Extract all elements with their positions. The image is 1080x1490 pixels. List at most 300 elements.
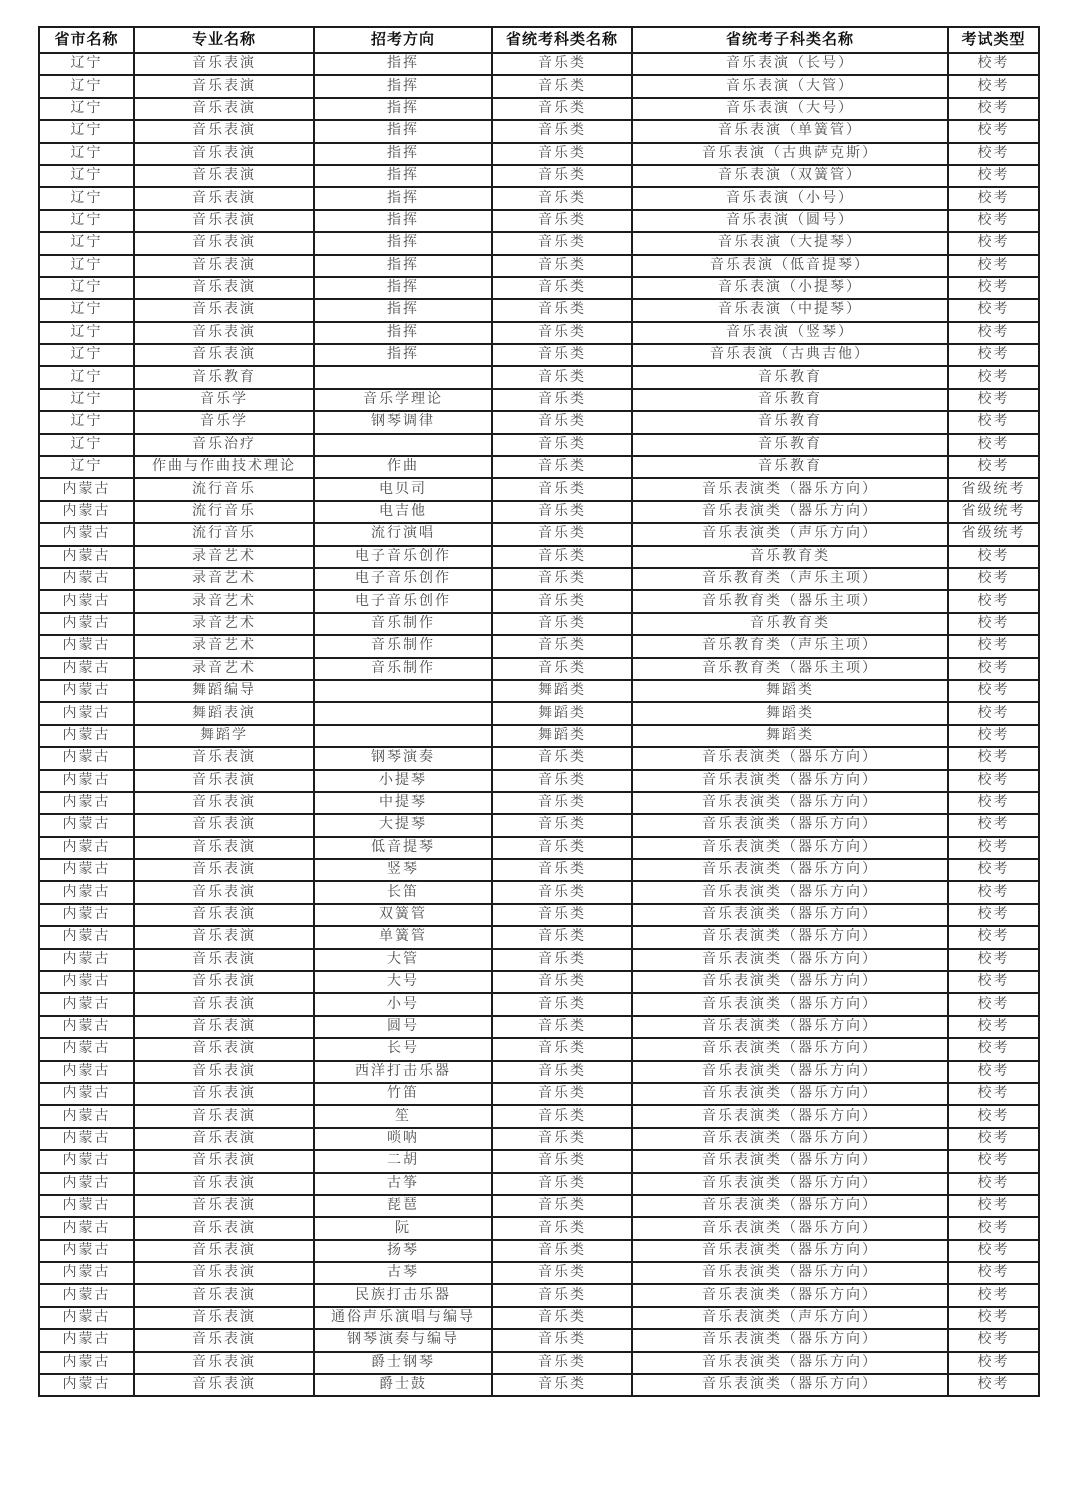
table-cell: 校考 (948, 1105, 1039, 1127)
table-row (39, 366, 1039, 388)
table-row (39, 1038, 1039, 1060)
table-cell: 内蒙古 (39, 501, 134, 523)
table-cell: 辽宁 (39, 187, 134, 209)
table-cell: 音乐类 (492, 75, 632, 97)
table-cell: 校考 (948, 53, 1039, 75)
table-cell: 音乐制作 (314, 635, 492, 657)
table-cell: 长号 (314, 1038, 492, 1060)
table-cell: 内蒙古 (39, 1038, 134, 1060)
table-cell: 电吉他 (314, 501, 492, 523)
table-cell: 舞蹈类 (492, 680, 632, 702)
table-cell: 双簧管 (314, 904, 492, 926)
table-header-row (39, 27, 1039, 53)
table-cell: 音乐类 (492, 255, 632, 277)
table-cell: 音乐表演类（器乐方向） (632, 1195, 948, 1217)
table-cell: 音乐类 (492, 926, 632, 948)
table-cell: 音乐表演（竖琴） (632, 322, 948, 344)
table-row (39, 165, 1039, 187)
table-cell: 辽宁 (39, 255, 134, 277)
table-cell: 音乐教育类 (632, 546, 948, 568)
table-cell: 音乐学 (134, 389, 314, 411)
table-cell: 音乐表演（长号） (632, 53, 948, 75)
table-cell: 音乐表演 (134, 98, 314, 120)
table-cell: 校考 (948, 680, 1039, 702)
table-cell: 音乐表演 (134, 1016, 314, 1038)
table-cell: 校考 (948, 210, 1039, 232)
table-cell: 内蒙古 (39, 478, 134, 500)
table-cell: 音乐表演类（器乐方向） (632, 949, 948, 971)
table-cell: 音乐类 (492, 1105, 632, 1127)
table-cell: 音乐制作 (314, 613, 492, 635)
table-row (39, 389, 1039, 411)
table-cell: 音乐表演类（器乐方向） (632, 1105, 948, 1127)
table-row (39, 187, 1039, 209)
table-cell: 指挥 (314, 277, 492, 299)
table-cell: 唢呐 (314, 1128, 492, 1150)
table-cell: 音乐表演 (134, 1284, 314, 1306)
table-row (39, 411, 1039, 433)
table-cell: 音乐表演类（声乐方向） (632, 523, 948, 545)
table-cell: 音乐类 (492, 232, 632, 254)
table-cell: 笙 (314, 1105, 492, 1127)
table-cell: 辽宁 (39, 98, 134, 120)
table-cell: 舞蹈类 (632, 680, 948, 702)
column-header-province: 省市名称 (39, 27, 134, 53)
table-cell: 校考 (948, 792, 1039, 814)
table-cell: 电子音乐创作 (314, 546, 492, 568)
table-cell: 音乐表演 (134, 859, 314, 881)
table-cell: 音乐表演 (134, 1329, 314, 1351)
table-cell: 校考 (948, 837, 1039, 859)
table-cell: 校考 (948, 993, 1039, 1015)
table-cell: 舞蹈类 (492, 725, 632, 747)
table-cell: 内蒙古 (39, 702, 134, 724)
table-cell: 音乐表演 (134, 53, 314, 75)
table-cell: 音乐类 (492, 187, 632, 209)
table-cell: 内蒙古 (39, 1307, 134, 1329)
column-header-direction: 招考方向 (314, 27, 492, 53)
table-cell: 内蒙古 (39, 1352, 134, 1374)
table-cell: 校考 (948, 389, 1039, 411)
table-cell: 音乐表演（大管） (632, 75, 948, 97)
table-cell: 校考 (948, 949, 1039, 971)
table-cell: 校考 (948, 98, 1039, 120)
table-cell: 校考 (948, 1284, 1039, 1306)
table-row (39, 814, 1039, 836)
table-cell: 音乐类 (492, 993, 632, 1015)
table-cell: 音乐教育类（声乐主项） (632, 568, 948, 590)
table-cell: 校考 (948, 814, 1039, 836)
table-cell: 音乐表演类（器乐方向） (632, 881, 948, 903)
table-cell: 校考 (948, 1374, 1039, 1396)
table-cell: 音乐类 (492, 277, 632, 299)
table-cell: 内蒙古 (39, 881, 134, 903)
table-cell: 校考 (948, 232, 1039, 254)
table-row (39, 613, 1039, 635)
table-row (39, 635, 1039, 657)
table-cell: 校考 (948, 859, 1039, 881)
table-cell: 辽宁 (39, 456, 134, 478)
table-cell: 音乐类 (492, 456, 632, 478)
table-cell: 指挥 (314, 232, 492, 254)
table-cell: 钢琴调律 (314, 411, 492, 433)
table-cell: 校考 (948, 120, 1039, 142)
table-cell: 校考 (948, 434, 1039, 456)
table-cell: 内蒙古 (39, 993, 134, 1015)
table-row (39, 1195, 1039, 1217)
table-cell: 音乐表演类（器乐方向） (632, 971, 948, 993)
table-cell: 音乐类 (492, 949, 632, 971)
table-cell: 音乐类 (492, 904, 632, 926)
table-cell: 音乐教育类（器乐主项） (632, 658, 948, 680)
table-cell: 音乐表演 (134, 1240, 314, 1262)
table-cell: 音乐表演 (134, 1061, 314, 1083)
table-row (39, 1083, 1039, 1105)
table-cell: 音乐表演 (134, 881, 314, 903)
table-cell: 内蒙古 (39, 971, 134, 993)
table-cell: 音乐教育类（器乐主项） (632, 590, 948, 612)
table-cell: 音乐表演类（声乐方向） (632, 1307, 948, 1329)
table-cell: 音乐表演类（器乐方向） (632, 859, 948, 881)
table-cell: 指挥 (314, 299, 492, 321)
table-row (39, 993, 1039, 1015)
table-row (39, 949, 1039, 971)
table-cell: 音乐表演类（器乐方向） (632, 926, 948, 948)
table-cell: 音乐表演类（器乐方向） (632, 1240, 948, 1262)
table-cell: 音乐类 (492, 1374, 632, 1396)
table-cell: 录音艺术 (134, 613, 314, 635)
table-cell: 音乐表演 (134, 747, 314, 769)
table-cell: 音乐类 (492, 546, 632, 568)
table-cell: 辽宁 (39, 389, 134, 411)
table-cell: 音乐表演 (134, 1217, 314, 1239)
table-row (39, 904, 1039, 926)
table-cell: 音乐类 (492, 859, 632, 881)
table-cell: 音乐表演 (134, 1262, 314, 1284)
table-page (38, 26, 1042, 1397)
table-cell: 内蒙古 (39, 1374, 134, 1396)
table-cell: 音乐类 (492, 1150, 632, 1172)
table-cell: 音乐教育 (632, 456, 948, 478)
table-cell: 音乐类 (492, 120, 632, 142)
table-row (39, 120, 1039, 142)
table-row (39, 501, 1039, 523)
table-cell: 内蒙古 (39, 926, 134, 948)
table-cell: 音乐表演类（器乐方向） (632, 1284, 948, 1306)
table-cell: 内蒙古 (39, 1173, 134, 1195)
table-cell: 校考 (948, 456, 1039, 478)
table-cell: 音乐表演类（器乐方向） (632, 501, 948, 523)
table-cell: 音乐治疗 (134, 434, 314, 456)
table-cell: 音乐类 (492, 53, 632, 75)
table-cell: 内蒙古 (39, 837, 134, 859)
table-cell: 音乐教育 (632, 366, 948, 388)
table-cell: 音乐类 (492, 344, 632, 366)
table-cell: 内蒙古 (39, 568, 134, 590)
table-cell: 音乐类 (492, 501, 632, 523)
table-cell: 舞蹈类 (632, 725, 948, 747)
table-cell: 音乐表演 (134, 1374, 314, 1396)
table-cell: 指挥 (314, 120, 492, 142)
table-cell: 内蒙古 (39, 1195, 134, 1217)
table-cell: 大号 (314, 971, 492, 993)
table-cell: 内蒙古 (39, 770, 134, 792)
table-cell: 校考 (948, 1083, 1039, 1105)
table-cell: 音乐表演类（器乐方向） (632, 1352, 948, 1374)
table-cell: 音乐表演 (134, 770, 314, 792)
table-cell: 竖琴 (314, 859, 492, 881)
table-cell: 录音艺术 (134, 546, 314, 568)
table-row (39, 926, 1039, 948)
table-row (39, 680, 1039, 702)
table-cell: 辽宁 (39, 165, 134, 187)
table-cell: 电贝司 (314, 478, 492, 500)
table-cell: 音乐教育 (632, 411, 948, 433)
table-cell: 音乐类 (492, 299, 632, 321)
table-cell: 校考 (948, 322, 1039, 344)
table-cell: 指挥 (314, 165, 492, 187)
table-cell: 竹笛 (314, 1083, 492, 1105)
table-cell: 音乐表演类（器乐方向） (632, 1217, 948, 1239)
table-cell: 民族打击乐器 (314, 1284, 492, 1306)
table-cell: 音乐类 (492, 613, 632, 635)
table-cell: 爵士钢琴 (314, 1352, 492, 1374)
table-row (39, 1016, 1039, 1038)
table-cell: 校考 (948, 187, 1039, 209)
table-cell: 音乐类 (492, 1352, 632, 1374)
table-cell: 音乐表演 (134, 1038, 314, 1060)
table-cell: 辽宁 (39, 143, 134, 165)
table-cell: 音乐表演 (134, 949, 314, 971)
table-cell: 圆号 (314, 1016, 492, 1038)
table-cell: 二胡 (314, 1150, 492, 1172)
table-cell: 内蒙古 (39, 658, 134, 680)
table-cell: 通俗声乐演唱与编导 (314, 1307, 492, 1329)
table-cell: 内蒙古 (39, 1284, 134, 1306)
table-cell: 校考 (948, 411, 1039, 433)
column-header-exam-type: 考试类型 (948, 27, 1039, 53)
table-row (39, 1150, 1039, 1172)
table-row (39, 725, 1039, 747)
table-row (39, 837, 1039, 859)
table-row (39, 702, 1039, 724)
table-row (39, 277, 1039, 299)
table-cell: 音乐表演（圆号） (632, 210, 948, 232)
table-cell: 内蒙古 (39, 523, 134, 545)
table-cell: 音乐表演 (134, 1307, 314, 1329)
table-cell: 音乐类 (492, 98, 632, 120)
table-cell: 指挥 (314, 143, 492, 165)
table-cell: 校考 (948, 1128, 1039, 1150)
table-row (39, 859, 1039, 881)
table-cell: 音乐类 (492, 411, 632, 433)
table-cell: 辽宁 (39, 277, 134, 299)
table-row (39, 1240, 1039, 1262)
table-cell: 大提琴 (314, 814, 492, 836)
table-cell: 音乐类 (492, 165, 632, 187)
table-row (39, 1061, 1039, 1083)
table-row (39, 322, 1039, 344)
table-cell: 音乐表演 (134, 1195, 314, 1217)
table-cell: 音乐表演（古典吉他） (632, 344, 948, 366)
table-cell: 音乐表演类（器乐方向） (632, 1173, 948, 1195)
table-cell: 校考 (948, 1173, 1039, 1195)
table-cell: 音乐表演类（器乐方向） (632, 792, 948, 814)
table-row (39, 1262, 1039, 1284)
table-cell: 音乐表演 (134, 299, 314, 321)
table-cell: 中提琴 (314, 792, 492, 814)
table-cell: 内蒙古 (39, 546, 134, 568)
table-cell: 内蒙古 (39, 613, 134, 635)
table-cell: 音乐学 (134, 411, 314, 433)
table-cell: 内蒙古 (39, 1217, 134, 1239)
table-cell: 校考 (948, 658, 1039, 680)
table-cell: 音乐类 (492, 1038, 632, 1060)
table-cell: 校考 (948, 747, 1039, 769)
table-cell: 音乐表演 (134, 210, 314, 232)
table-cell: 音乐表演 (134, 971, 314, 993)
table-cell: 内蒙古 (39, 859, 134, 881)
column-header-subcategory: 省统考子科类名称 (632, 27, 948, 53)
table-row (39, 971, 1039, 993)
table-cell: 内蒙古 (39, 904, 134, 926)
table-cell: 舞蹈类 (632, 702, 948, 724)
table-cell: 校考 (948, 143, 1039, 165)
table-cell: 舞蹈类 (492, 702, 632, 724)
table-cell: 校考 (948, 366, 1039, 388)
table-cell: 音乐表演类（器乐方向） (632, 1016, 948, 1038)
table-cell: 音乐表演 (134, 904, 314, 926)
table-cell: 音乐类 (492, 1128, 632, 1150)
table-cell: 校考 (948, 904, 1039, 926)
column-header-exam-category: 省统考科类名称 (492, 27, 632, 53)
table-cell: 指挥 (314, 322, 492, 344)
table-cell: 录音艺术 (134, 590, 314, 612)
table-row (39, 1352, 1039, 1374)
table-cell: 音乐类 (492, 1262, 632, 1284)
table-cell: 音乐类 (492, 478, 632, 500)
table-cell: 音乐类 (492, 658, 632, 680)
table-cell: 流行演唱 (314, 523, 492, 545)
table-row (39, 881, 1039, 903)
table-row (39, 523, 1039, 545)
table-cell: 音乐类 (492, 523, 632, 545)
table-cell: 流行音乐 (134, 523, 314, 545)
table-row (39, 456, 1039, 478)
table-row (39, 658, 1039, 680)
table-cell: 音乐表演类（器乐方向） (632, 1083, 948, 1105)
table-cell: 音乐类 (492, 792, 632, 814)
table-cell: 音乐表演类（器乐方向） (632, 1061, 948, 1083)
table-cell: 低音提琴 (314, 837, 492, 859)
table-cell: 音乐表演 (134, 143, 314, 165)
table-cell: 音乐表演 (134, 232, 314, 254)
table-row (39, 590, 1039, 612)
table-cell: 音乐类 (492, 1061, 632, 1083)
table-cell: 校考 (948, 165, 1039, 187)
table-cell: 辽宁 (39, 344, 134, 366)
table-cell: 校考 (948, 1240, 1039, 1262)
table-row (39, 299, 1039, 321)
table-cell: 音乐类 (492, 1240, 632, 1262)
table-row (39, 770, 1039, 792)
table-cell: 音乐表演 (134, 1105, 314, 1127)
table-cell: 小提琴 (314, 770, 492, 792)
table-row (39, 747, 1039, 769)
table-cell: 音乐表演 (134, 75, 314, 97)
table-cell: 阮 (314, 1217, 492, 1239)
table-cell: 音乐类 (492, 143, 632, 165)
table-cell: 校考 (948, 344, 1039, 366)
table-cell: 音乐表演类（器乐方向） (632, 478, 948, 500)
table-cell: 音乐表演类（器乐方向） (632, 993, 948, 1015)
table-cell: 音乐表演类（器乐方向） (632, 837, 948, 859)
table-cell: 单簧管 (314, 926, 492, 948)
table-cell: 指挥 (314, 255, 492, 277)
table-cell: 音乐表演 (134, 993, 314, 1015)
table-cell: 音乐表演类（器乐方向） (632, 1262, 948, 1284)
table-cell: 校考 (948, 1016, 1039, 1038)
table-cell: 校考 (948, 1262, 1039, 1284)
table-cell: 音乐表演类（器乐方向） (632, 1128, 948, 1150)
table-cell: 校考 (948, 568, 1039, 590)
table-cell: 内蒙古 (39, 814, 134, 836)
table-header (39, 27, 1039, 53)
table-cell: 音乐表演（双簧管） (632, 165, 948, 187)
table-cell: 音乐类 (492, 1016, 632, 1038)
table-cell: 省级统考 (948, 501, 1039, 523)
table-cell: 辽宁 (39, 120, 134, 142)
table-cell: 校考 (948, 277, 1039, 299)
table-cell: 辽宁 (39, 434, 134, 456)
table-cell: 音乐表演（中提琴） (632, 299, 948, 321)
table-cell: 音乐类 (492, 881, 632, 903)
table-cell: 舞蹈表演 (134, 702, 314, 724)
table-cell: 音乐表演类（器乐方向） (632, 904, 948, 926)
table-cell: 爵士鼓 (314, 1374, 492, 1396)
table-cell: 琵琶 (314, 1195, 492, 1217)
table-cell: 音乐表演类（器乐方向） (632, 1374, 948, 1396)
table-cell: 音乐表演（大号） (632, 98, 948, 120)
table-cell: 辽宁 (39, 322, 134, 344)
table-row (39, 1217, 1039, 1239)
table-cell: 内蒙古 (39, 590, 134, 612)
table-cell: 音乐类 (492, 837, 632, 859)
table-cell: 省级统考 (948, 478, 1039, 500)
table-cell: 辽宁 (39, 232, 134, 254)
table-cell: 校考 (948, 613, 1039, 635)
table-cell: 音乐类 (492, 1217, 632, 1239)
table-cell: 校考 (948, 1217, 1039, 1239)
table-cell: 校考 (948, 881, 1039, 903)
table-cell: 音乐类 (492, 1307, 632, 1329)
table-cell: 内蒙古 (39, 680, 134, 702)
table-cell: 音乐表演 (134, 344, 314, 366)
table-cell: 音乐表演 (134, 165, 314, 187)
table-cell: 辽宁 (39, 411, 134, 433)
table-cell: 校考 (948, 299, 1039, 321)
table-cell: 校考 (948, 1061, 1039, 1083)
table-row (39, 210, 1039, 232)
table-cell: 校考 (948, 1150, 1039, 1172)
table-cell: 指挥 (314, 344, 492, 366)
table-cell: 音乐表演 (134, 1128, 314, 1150)
table-cell: 流行音乐 (134, 501, 314, 523)
table-row (39, 568, 1039, 590)
table-cell: 音乐类 (492, 590, 632, 612)
table-cell: 小号 (314, 993, 492, 1015)
table-cell: 内蒙古 (39, 949, 134, 971)
